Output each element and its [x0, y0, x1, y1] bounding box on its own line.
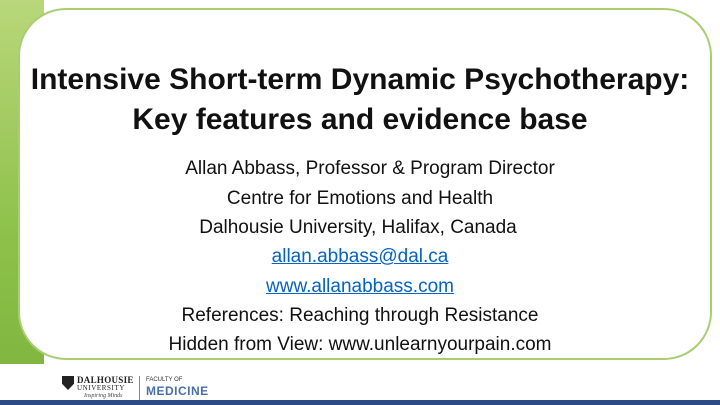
footer-bar: [0, 364, 720, 405]
author-line: Allan Abbass, Professor & Program Director: [185, 158, 555, 179]
email-link[interactable]: allan.abbass@dal.ca: [271, 246, 449, 267]
slide-title-line1: Intensive Short-term Dynamic Psychotherapy:: [30, 63, 690, 96]
dalhousie-logo-name: DALHOUSIE: [77, 375, 134, 385]
institution-line: Dalhousie University, Halifax, Canada: [199, 217, 517, 238]
faculty-of-label: FACULTY OF: [146, 377, 183, 383]
footer-stripe: [0, 400, 720, 405]
faculty-medicine-label: MEDICINE: [146, 384, 209, 398]
references-line2: Hidden from View: www.unlearnyourpain.com: [168, 334, 552, 355]
logo-divider: [139, 376, 140, 400]
dalhousie-logo-tagline: Inspiring Minds: [84, 393, 123, 399]
centre-line: Centre for Emotions and Health: [226, 188, 494, 209]
dalhousie-logo-sub: UNIVERSITY: [77, 384, 125, 392]
dalhousie-crest-icon: [62, 376, 74, 390]
references-line1: References: Reaching through Resistance: [181, 305, 539, 326]
website-link[interactable]: www.allanabbass.com: [266, 276, 454, 297]
slide-title-line2: Key features and evidence base: [132, 103, 588, 136]
